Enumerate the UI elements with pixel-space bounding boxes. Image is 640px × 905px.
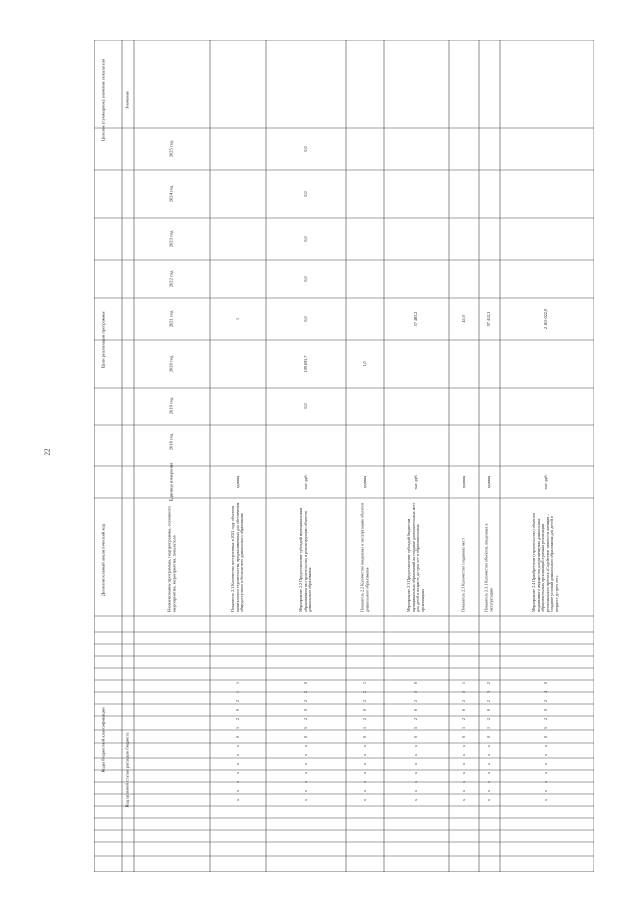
header-unit: Единица измерения xyxy=(168,462,174,502)
header-program-section: Код целевой статьи расходов бюджета xyxy=(124,732,130,808)
row-7-text: Мероприятие 2.4 Приобретение (строительство) объектов недвижимого имущества для размещения дошкольных образовательных организаций в рамках реализации регионального проекта «Содействие занятости женщин – создание условий дошкольного образования для детей в возрасте до трех лет» xyxy=(531,513,560,612)
row-5-unit: единиц xyxy=(461,475,466,489)
row-4-value-2021: 57 485,2 xyxy=(412,311,418,327)
row-5-value-2021: 45,0 xyxy=(460,315,466,323)
row-3-value-2020: 1,0 xyxy=(361,361,367,367)
row-2-value-2019: 0,0 xyxy=(302,403,308,409)
rotated-table xyxy=(94,40,594,872)
header-year-2025: 2025 год xyxy=(168,140,174,158)
row-7-codes: х х х х х х х 0 5 2 0 2 4 0 xyxy=(543,679,548,801)
row-6-codes: х х х х х х х 0 1 2 0 2 3 2 xyxy=(486,679,491,801)
row-1-text: Показатель 2.1 Количество построенных в 2021 году объектов капитального строительства, предназначенных для обеспечения общедоступного и бесплатного дошкольного образования xyxy=(230,502,245,612)
row-4-unit: тыс. руб. xyxy=(413,474,418,490)
header-year-2022: 2022 год xyxy=(168,270,174,288)
row-2-unit: тыс. руб. xyxy=(303,474,308,490)
row-6-value-2021: 97 412,3 xyxy=(485,311,491,327)
row-5-codes: х х х х х х х 0 1 2 0 2 3 1 xyxy=(461,679,466,801)
row-3-unit: единиц xyxy=(362,475,367,489)
header-year-2023: 2023 год xyxy=(168,230,174,248)
row-1-codes: х х х х х х х 0 1 2 0 2 1 1 xyxy=(235,679,240,801)
header-additional-code: Дополнительный аналитический код xyxy=(100,523,106,597)
row-4-text: Мероприятие 2.3 Предоставление субсидий бюджетам муниципальных образований на создание дополнительных мест для детей в возрасте до трех лет в образовательных организациях xyxy=(405,502,425,612)
row-2-value-2020: 109 693,7 xyxy=(302,355,308,373)
row-2-value-2024: 0,0 xyxy=(302,191,308,197)
row-1-unit: единиц xyxy=(235,475,240,489)
row-7-unit: тыс. руб. xyxy=(543,474,548,490)
header-total: Значение xyxy=(124,91,130,109)
row-2-value-2023: 0,0 xyxy=(302,236,308,242)
row-7-value-2021: 2 165 022,0 xyxy=(542,309,548,329)
header-year-2019: 2019 год xyxy=(168,397,174,415)
header-goal-values: Цели реализации программы xyxy=(100,311,106,369)
row-6-unit: единиц xyxy=(486,475,491,489)
row-2-codes: х х х х х х х 0 5 2 0 2 2 0 xyxy=(303,679,308,801)
row-3-text: Показатель 2.2 Количество введенных в эксплуатацию объектов дошкольного образования xyxy=(359,502,369,612)
row-2-value-2022: 0,0 xyxy=(302,276,308,282)
header-year-2024: 2024 год xyxy=(168,185,174,203)
row-5-text: Показатель 2.3 Количество созданных мест xyxy=(460,538,466,612)
header-year-2021: 2021 год xyxy=(168,310,174,328)
header-target-values: Целевое (суммарное) значение показателя xyxy=(100,58,106,142)
row-3-codes: х х х х х х х 0 1 2 0 2 2 1 xyxy=(362,679,367,801)
row-2-value-2021: 0,0 xyxy=(302,316,308,322)
row-4-codes: х х х х х х х 0 5 2 0 2 3 0 xyxy=(413,679,418,801)
page-number: 22 xyxy=(43,448,52,456)
header-base-year: 2018 год xyxy=(168,433,174,451)
row-2-text: Мероприятие 2.2 Предоставление субсидий муниципальным образованиям на строительство и реконструкцию объектов дошкольного образования xyxy=(298,508,313,612)
row-1-value-2021: 1 xyxy=(234,317,240,321)
header-year-2020: 2020 год xyxy=(168,355,174,373)
table-grid xyxy=(94,40,594,872)
row-2-value-2025: 0,0 xyxy=(302,146,308,152)
header-indicator-name: Наименование программы, подпрограммы, основного мероприятия, мероприятия, показателя xyxy=(166,506,177,612)
header-budget-codes: Коды бюджетной классификации xyxy=(100,707,106,773)
row-6-text: Показатель 2.3.1 Количество объектов, введенных в эксплуатацию xyxy=(483,523,493,612)
